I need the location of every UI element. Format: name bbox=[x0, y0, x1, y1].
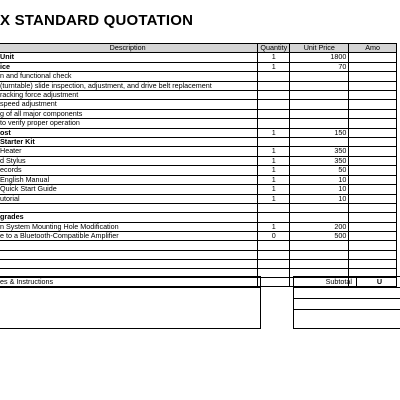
line-item-description[interactable]: d Stylus bbox=[0, 156, 258, 165]
line-item-amount[interactable] bbox=[349, 109, 397, 118]
line-item-unit-price[interactable] bbox=[290, 119, 349, 128]
line-item-quantity[interactable]: 0 bbox=[258, 231, 290, 240]
line-item-quantity[interactable] bbox=[258, 213, 290, 222]
line-item-description[interactable]: speed adjustment bbox=[0, 100, 258, 109]
line-item-unit-price[interactable] bbox=[290, 241, 349, 250]
line-item-unit-price[interactable]: 10 bbox=[290, 194, 349, 203]
notes-instructions-box[interactable] bbox=[0, 276, 261, 329]
totals-blank-row bbox=[294, 288, 400, 299]
line-item-unit-price[interactable]: 150 bbox=[290, 128, 349, 137]
line-item-description[interactable]: utorial bbox=[0, 194, 258, 203]
line-item-description[interactable] bbox=[0, 259, 258, 268]
notes-label: es & Instructions bbox=[0, 277, 260, 288]
line-item-unit-price[interactable]: 200 bbox=[290, 222, 349, 231]
line-item-amount[interactable] bbox=[349, 175, 397, 184]
line-item-quantity[interactable]: 1 bbox=[258, 62, 290, 71]
line-item-amount[interactable] bbox=[349, 222, 397, 231]
line-item-amount[interactable] bbox=[349, 213, 397, 222]
subtotal-label: Subtotal bbox=[294, 277, 357, 287]
line-item-description[interactable]: grades bbox=[0, 213, 258, 222]
line-item-description[interactable]: g of all major components bbox=[0, 109, 258, 118]
subtotal-row bbox=[294, 277, 400, 288]
line-item-quantity[interactable] bbox=[258, 91, 290, 100]
line-item-unit-price[interactable] bbox=[290, 250, 349, 259]
line-item-amount[interactable] bbox=[349, 259, 397, 268]
table-row bbox=[0, 91, 397, 100]
line-item-quantity[interactable] bbox=[258, 259, 290, 268]
line-item-amount[interactable] bbox=[349, 53, 397, 62]
table-row bbox=[0, 72, 397, 81]
line-item-quantity[interactable] bbox=[258, 268, 290, 277]
table-row bbox=[0, 156, 397, 165]
line-item-unit-price[interactable]: 350 bbox=[290, 156, 349, 165]
quotation-table bbox=[0, 43, 397, 287]
table-row bbox=[0, 81, 397, 90]
line-item-unit-price[interactable]: 10 bbox=[290, 175, 349, 184]
line-item-amount[interactable] bbox=[349, 241, 397, 250]
line-item-amount[interactable] bbox=[349, 166, 397, 175]
table-row bbox=[0, 194, 397, 203]
line-item-unit-price[interactable] bbox=[290, 91, 349, 100]
line-item-amount[interactable] bbox=[349, 81, 397, 90]
column-header-amount: Amo bbox=[349, 44, 397, 53]
totals-blank-row bbox=[294, 299, 400, 310]
line-item-description[interactable]: Unit bbox=[0, 53, 258, 62]
line-item-amount[interactable] bbox=[349, 231, 397, 240]
line-item-quantity[interactable] bbox=[258, 119, 290, 128]
line-item-unit-price[interactable]: 350 bbox=[290, 147, 349, 156]
table-row bbox=[0, 138, 397, 147]
line-item-unit-price[interactable]: 10 bbox=[290, 185, 349, 194]
line-item-description[interactable]: ice bbox=[0, 62, 258, 71]
table-row bbox=[0, 53, 397, 62]
line-item-description[interactable]: n System Mounting Hole Modification bbox=[0, 222, 258, 231]
table-row bbox=[0, 119, 397, 128]
line-item-quantity[interactable] bbox=[258, 109, 290, 118]
line-item-unit-price[interactable] bbox=[290, 100, 349, 109]
line-item-description[interactable]: Heater bbox=[0, 147, 258, 156]
line-item-quantity[interactable]: 1 bbox=[258, 175, 290, 184]
line-item-quantity[interactable]: 1 bbox=[258, 156, 290, 165]
quotation-title: X STANDARD QUOTATION bbox=[0, 12, 194, 29]
table-row bbox=[0, 241, 397, 250]
line-item-description[interactable]: e to a Bluetooth-Compatible Amplifier bbox=[0, 231, 258, 240]
line-item-amount[interactable] bbox=[349, 147, 397, 156]
line-item-quantity[interactable] bbox=[258, 203, 290, 212]
table-row bbox=[0, 109, 397, 118]
line-item-unit-price[interactable] bbox=[290, 138, 349, 147]
table-row bbox=[0, 231, 397, 240]
line-item-quantity[interactable]: 1 bbox=[258, 194, 290, 203]
line-item-amount[interactable] bbox=[349, 91, 397, 100]
line-item-quantity[interactable] bbox=[258, 278, 290, 287]
line-item-description[interactable]: English Manual bbox=[0, 175, 258, 184]
line-item-quantity[interactable]: 1 bbox=[258, 53, 290, 62]
line-item-description[interactable]: ecords bbox=[0, 166, 258, 175]
line-item-quantity[interactable]: 1 bbox=[258, 222, 290, 231]
totals-box bbox=[293, 276, 400, 329]
line-item-unit-price[interactable]: 1800 bbox=[290, 53, 349, 62]
line-item-description[interactable]: Starter Kit bbox=[0, 138, 258, 147]
table-row bbox=[0, 175, 397, 184]
line-item-description[interactable]: ost bbox=[0, 128, 258, 137]
line-item-description[interactable]: n and functional check bbox=[0, 72, 258, 81]
line-item-amount[interactable] bbox=[349, 250, 397, 259]
line-item-quantity[interactable]: 1 bbox=[258, 185, 290, 194]
table-row bbox=[0, 213, 397, 222]
line-item-amount[interactable] bbox=[349, 128, 397, 137]
line-item-quantity[interactable] bbox=[258, 138, 290, 147]
line-item-description[interactable]: racking force adjustment bbox=[0, 91, 258, 100]
line-item-unit-price[interactable] bbox=[290, 259, 349, 268]
table-row bbox=[0, 128, 397, 137]
line-item-description[interactable]: (turntable) slide inspection, adjustment, and drive belt replacement bbox=[0, 81, 258, 90]
line-item-amount[interactable] bbox=[349, 203, 397, 212]
table-row bbox=[0, 147, 397, 156]
table-row bbox=[0, 166, 397, 175]
line-item-description[interactable] bbox=[0, 241, 258, 250]
line-item-amount[interactable] bbox=[349, 138, 397, 147]
line-item-quantity[interactable] bbox=[258, 250, 290, 259]
column-header-description: Description bbox=[0, 44, 258, 53]
line-item-quantity[interactable] bbox=[258, 241, 290, 250]
line-item-description[interactable]: Quick Start Guide bbox=[0, 185, 258, 194]
line-item-unit-price[interactable] bbox=[290, 213, 349, 222]
quotation-body bbox=[0, 53, 397, 287]
table-row bbox=[0, 222, 397, 231]
line-item-quantity[interactable] bbox=[258, 81, 290, 90]
line-item-quantity[interactable]: 1 bbox=[258, 128, 290, 137]
table-row bbox=[0, 100, 397, 109]
table-row bbox=[0, 185, 397, 194]
table-row bbox=[0, 250, 397, 259]
line-item-amount[interactable] bbox=[349, 194, 397, 203]
line-item-description[interactable] bbox=[0, 203, 258, 212]
line-item-unit-price[interactable] bbox=[290, 203, 349, 212]
line-item-quantity[interactable]: 1 bbox=[258, 166, 290, 175]
table-row bbox=[0, 259, 397, 268]
column-header-unit-price: Unit Price bbox=[290, 44, 349, 53]
line-item-unit-price[interactable] bbox=[290, 72, 349, 81]
table-header-row bbox=[0, 44, 397, 53]
line-item-quantity[interactable] bbox=[258, 72, 290, 81]
line-item-unit-price[interactable]: 50 bbox=[290, 166, 349, 175]
line-item-amount[interactable] bbox=[349, 119, 397, 128]
line-item-unit-price[interactable]: 500 bbox=[290, 231, 349, 240]
line-item-amount[interactable] bbox=[349, 185, 397, 194]
line-item-description[interactable]: to verify proper operation bbox=[0, 119, 258, 128]
subtotal-value: U bbox=[376, 277, 383, 286]
line-item-quantity[interactable]: 1 bbox=[258, 147, 290, 156]
line-item-amount[interactable] bbox=[349, 62, 397, 71]
table-row bbox=[0, 203, 397, 212]
line-item-quantity[interactable] bbox=[258, 100, 290, 109]
column-header-quantity: Quantity bbox=[258, 44, 290, 53]
line-item-amount[interactable] bbox=[349, 100, 397, 109]
line-item-amount[interactable] bbox=[349, 72, 397, 81]
line-item-unit-price[interactable]: 70 bbox=[290, 62, 349, 71]
line-item-amount[interactable] bbox=[349, 156, 397, 165]
line-item-unit-price[interactable] bbox=[290, 81, 349, 90]
line-item-unit-price[interactable] bbox=[290, 109, 349, 118]
line-item-description[interactable] bbox=[0, 250, 258, 259]
table-row bbox=[0, 62, 397, 71]
